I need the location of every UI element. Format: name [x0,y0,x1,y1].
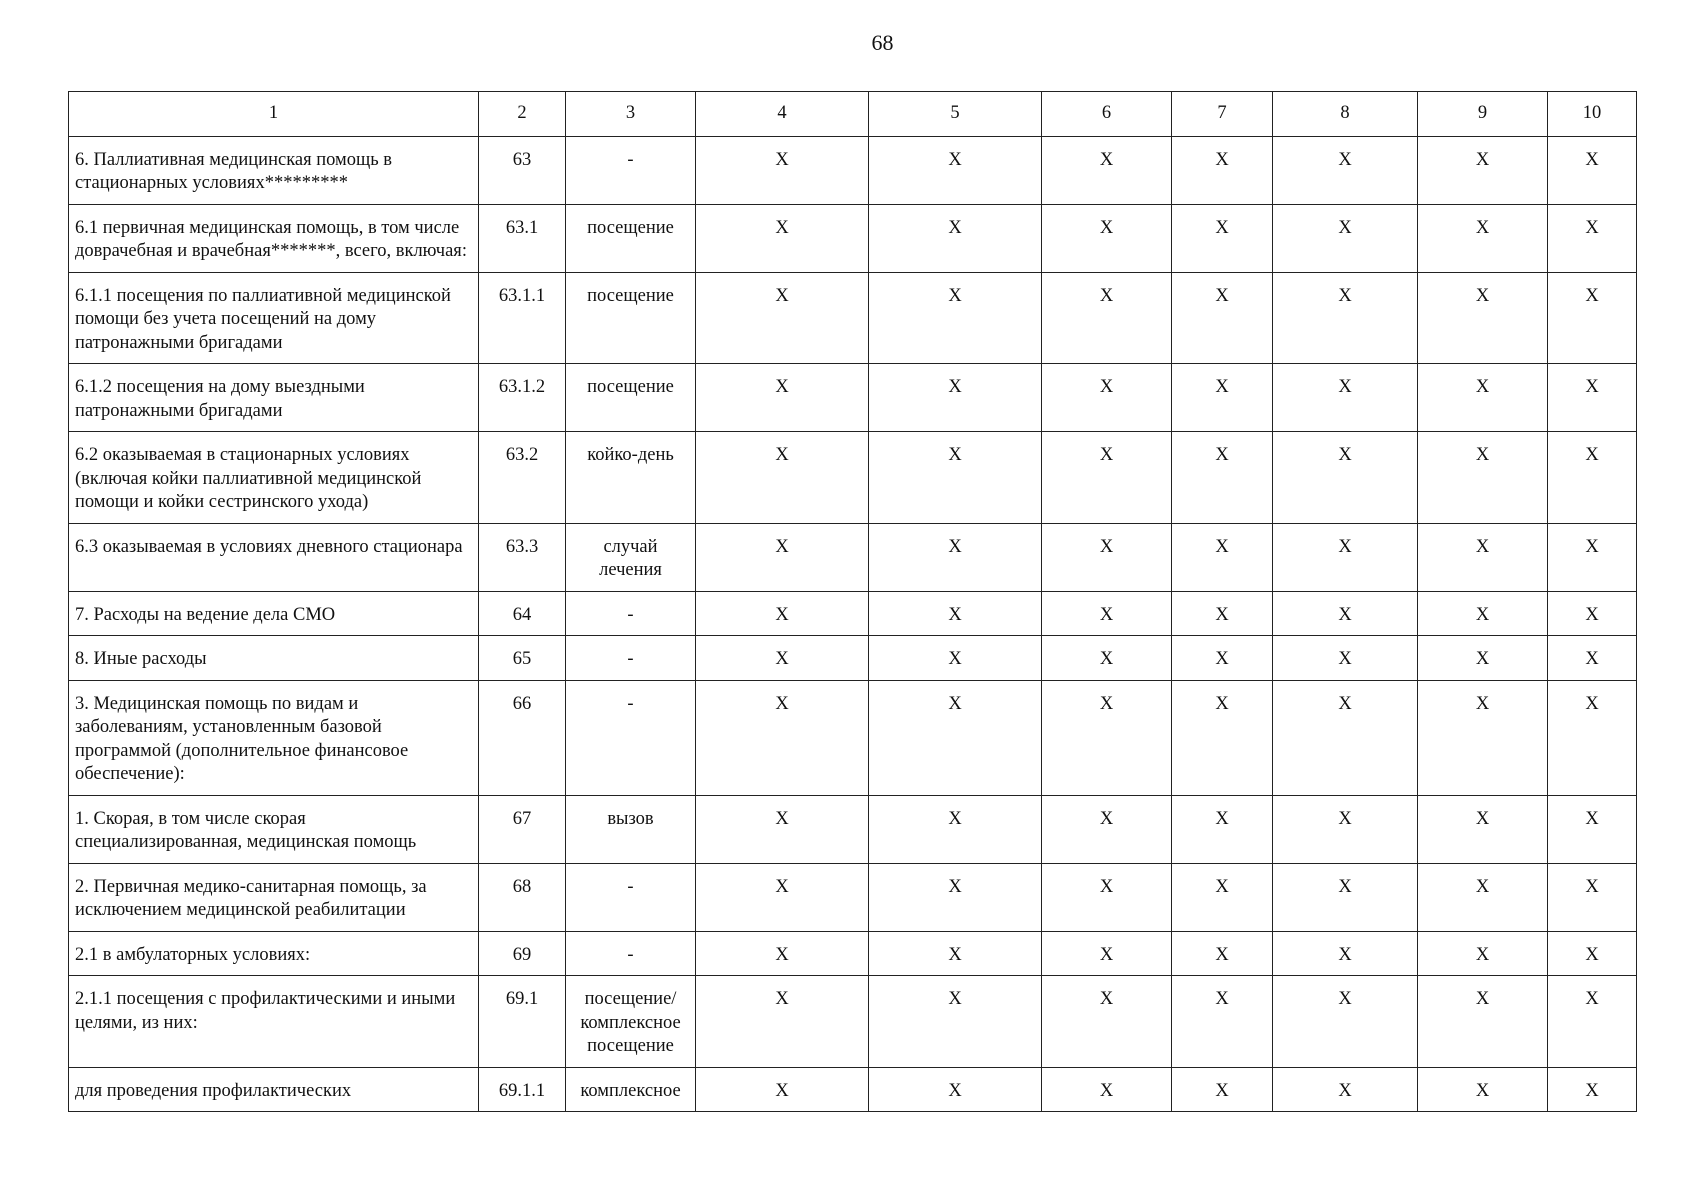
row-value-cell: X [1548,364,1637,432]
row-name-cell: 2.1.1 посещения с профилактическими и иными целями, из них: [69,976,479,1068]
row-value-cell: X [696,523,869,591]
row-value-cell: X [696,272,869,364]
row-name-cell: 6. Паллиативная медицинская помощь в стационарных условиях********* [69,136,479,204]
row-value-cell: X [1273,680,1418,795]
row-value-cell: X [696,591,869,636]
row-value-cell: X [1548,1067,1637,1112]
row-unit-cell: - [566,931,696,976]
row-value-cell: X [1042,636,1172,681]
row-value-cell: X [1273,795,1418,863]
row-value-cell: X [1042,680,1172,795]
row-value-cell: X [1042,432,1172,524]
row-value-cell: X [1418,364,1548,432]
row-unit-cell: - [566,136,696,204]
row-value-cell: X [1548,795,1637,863]
row-value-cell: X [869,931,1042,976]
row-value-cell: X [696,863,869,931]
row-code-cell: 68 [479,863,566,931]
row-unit-cell: - [566,591,696,636]
row-value-cell: X [1172,1067,1273,1112]
row-value-cell: X [1172,795,1273,863]
row-value-cell: X [1172,931,1273,976]
row-value-cell: X [696,795,869,863]
row-value-cell: X [1042,272,1172,364]
row-value-cell: X [1548,432,1637,524]
row-value-cell: X [1172,204,1273,272]
row-value-cell: X [1172,136,1273,204]
row-name-cell: 7. Расходы на ведение дела СМО [69,591,479,636]
row-value-cell: X [1548,680,1637,795]
table-row [69,680,1637,795]
column-header-7: 7 [1172,92,1273,137]
column-header-10: 10 [1548,92,1637,137]
row-name-cell: 6.3 оказываемая в условиях дневного стационара [69,523,479,591]
row-value-cell: X [1172,680,1273,795]
table-row [69,1067,1637,1112]
row-value-cell: X [1418,1067,1548,1112]
table-row [69,136,1637,204]
row-value-cell: X [696,976,869,1068]
row-value-cell: X [1548,136,1637,204]
table-header [69,92,1637,137]
row-value-cell: X [1418,136,1548,204]
table-body [69,136,1637,1112]
row-name-cell: 6.1.1 посещения по паллиативной медицинской помощи без учета посещений на дому патронажными бригадами [69,272,479,364]
row-value-cell: X [869,863,1042,931]
row-value-cell: X [1172,976,1273,1068]
row-value-cell: X [869,680,1042,795]
row-value-cell: X [1042,364,1172,432]
row-unit-cell: вызов [566,795,696,863]
row-value-cell: X [1042,1067,1172,1112]
table-row [69,976,1637,1068]
row-unit-cell: посещение [566,364,696,432]
row-value-cell: X [1418,680,1548,795]
row-code-cell: 63 [479,136,566,204]
row-value-cell: X [1042,795,1172,863]
row-unit-cell: - [566,863,696,931]
row-name-cell: 2. Первичная медико-санитарная помощь, за исключением медицинской реабилитации [69,863,479,931]
row-value-cell: X [1273,863,1418,931]
row-value-cell: X [869,432,1042,524]
row-value-cell: X [1418,795,1548,863]
row-unit-cell: - [566,680,696,795]
row-name-cell: 1. Скорая, в том числе скорая специализированная, медицинская помощь [69,795,479,863]
row-code-cell: 63.1 [479,204,566,272]
row-value-cell: X [1548,863,1637,931]
row-code-cell: 64 [479,591,566,636]
row-value-cell: X [1273,272,1418,364]
row-value-cell: X [696,931,869,976]
row-value-cell: X [696,136,869,204]
row-name-cell: 6.2 оказываемая в стационарных условиях (включая койки паллиативной медицинской помощи и койки сестринского ухода) [69,432,479,524]
row-value-cell: X [696,364,869,432]
row-name-cell: 6.1.2 посещения на дому выездными патронажными бригадами [69,364,479,432]
column-header-8: 8 [1273,92,1418,137]
row-value-cell: X [1548,976,1637,1068]
row-value-cell: X [869,795,1042,863]
row-value-cell: X [1418,636,1548,681]
row-code-cell: 63.3 [479,523,566,591]
row-unit-cell: случай лечения [566,523,696,591]
row-value-cell: X [869,272,1042,364]
row-unit-cell: койко-день [566,432,696,524]
row-unit-cell: - [566,636,696,681]
row-value-cell: X [1418,204,1548,272]
row-value-cell: X [869,591,1042,636]
row-value-cell: X [1418,976,1548,1068]
row-value-cell: X [1273,1067,1418,1112]
row-value-cell: X [1418,272,1548,364]
row-value-cell: X [869,636,1042,681]
row-unit-cell: посещение [566,272,696,364]
table-row [69,863,1637,931]
row-code-cell: 69 [479,931,566,976]
row-value-cell: X [1418,931,1548,976]
row-value-cell: X [869,1067,1042,1112]
row-value-cell: X [1172,432,1273,524]
row-value-cell: X [1418,863,1548,931]
column-header-9: 9 [1418,92,1548,137]
table-row [69,432,1637,524]
row-value-cell: X [1042,976,1172,1068]
row-code-cell: 69.1.1 [479,1067,566,1112]
table-row [69,204,1637,272]
column-header-2: 2 [479,92,566,137]
row-value-cell: X [1273,432,1418,524]
row-value-cell: X [1273,523,1418,591]
table-row [69,523,1637,591]
column-header-1: 1 [69,92,479,137]
row-value-cell: X [1273,364,1418,432]
row-value-cell: X [1042,591,1172,636]
table-row [69,636,1637,681]
row-value-cell: X [1418,432,1548,524]
row-value-cell: X [1418,523,1548,591]
row-value-cell: X [1042,204,1172,272]
row-value-cell: X [1273,204,1418,272]
row-value-cell: X [1172,863,1273,931]
row-unit-cell: посещение/ комплексное посещение [566,976,696,1068]
column-header-5: 5 [869,92,1042,137]
row-value-cell: X [1548,931,1637,976]
table-row [69,931,1637,976]
header-row [69,92,1637,137]
row-unit-cell: посещение [566,204,696,272]
row-value-cell: X [696,432,869,524]
row-value-cell: X [1418,591,1548,636]
data-table [68,91,1637,1112]
row-value-cell: X [1273,931,1418,976]
column-header-3: 3 [566,92,696,137]
row-value-cell: X [1042,523,1172,591]
row-name-cell: 2.1 в амбулаторных условиях: [69,931,479,976]
row-name-cell: 6.1 первичная медицинская помощь, в том числе доврачебная и врачебная*******, всего, включая: [69,204,479,272]
row-name-cell: для проведения профилактических [69,1067,479,1112]
row-value-cell: X [1548,204,1637,272]
row-value-cell: X [1548,523,1637,591]
row-value-cell: X [1273,976,1418,1068]
row-value-cell: X [1172,272,1273,364]
row-value-cell: X [1172,591,1273,636]
row-code-cell: 63.1.1 [479,272,566,364]
row-value-cell: X [1273,591,1418,636]
table-row [69,272,1637,364]
row-value-cell: X [1172,364,1273,432]
row-value-cell: X [869,364,1042,432]
row-code-cell: 69.1 [479,976,566,1068]
row-value-cell: X [1273,136,1418,204]
row-value-cell: X [1548,272,1637,364]
row-value-cell: X [1273,636,1418,681]
table-row [69,364,1637,432]
row-code-cell: 63.2 [479,432,566,524]
row-unit-cell: комплексное [566,1067,696,1112]
row-code-cell: 65 [479,636,566,681]
row-value-cell: X [696,204,869,272]
table-row [69,795,1637,863]
row-value-cell: X [1042,136,1172,204]
column-header-4: 4 [696,92,869,137]
page-number: 68 [871,30,894,55]
row-value-cell: X [696,1067,869,1112]
row-value-cell: X [1548,636,1637,681]
row-value-cell: X [869,204,1042,272]
row-code-cell: 66 [479,680,566,795]
row-name-cell: 3. Медицинская помощь по видам и заболеваниям, установленным базовой программой (дополнительное финансовое обеспечение): [69,680,479,795]
row-value-cell: X [1042,863,1172,931]
row-value-cell: X [869,523,1042,591]
row-value-cell: X [1548,591,1637,636]
row-code-cell: 63.1.2 [479,364,566,432]
row-value-cell: X [869,976,1042,1068]
row-value-cell: X [696,636,869,681]
row-value-cell: X [696,680,869,795]
row-value-cell: X [1172,636,1273,681]
row-name-cell: 8. Иные расходы [69,636,479,681]
row-code-cell: 67 [479,795,566,863]
row-value-cell: X [1042,931,1172,976]
row-value-cell: X [1172,523,1273,591]
column-header-6: 6 [1042,92,1172,137]
table-row [69,591,1637,636]
row-value-cell: X [869,136,1042,204]
